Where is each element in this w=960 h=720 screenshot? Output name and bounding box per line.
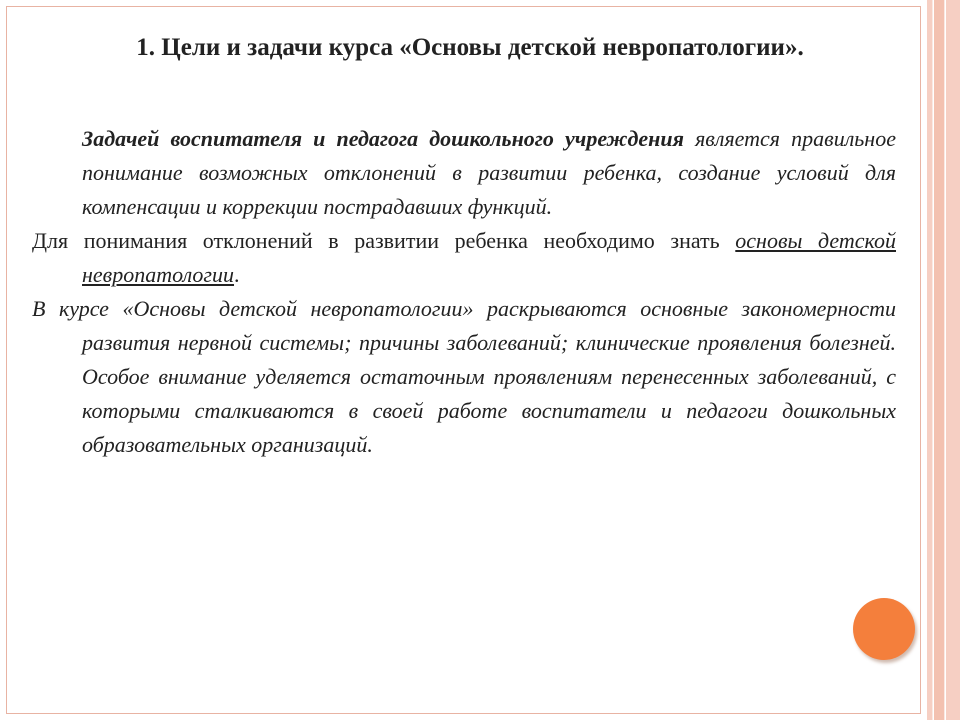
paragraph-understanding-text: Для понимания отклонений в развитии ребенка необходимо знать bbox=[32, 228, 736, 253]
paragraph-tasks-bold: Задачей воспитателя и педагога дошкольного учреждения bbox=[82, 126, 684, 151]
paragraph-tasks-rest: является правильное понимание возможных отклонений в развитии ребенка, создание условий для компенсации и коррекции пострадавших функций. bbox=[82, 126, 896, 219]
course-name-underlined: основы детской невропатологии bbox=[82, 228, 896, 287]
paragraph-understanding bbox=[32, 224, 896, 292]
decor-stripe-gap bbox=[932, 0, 933, 720]
paragraph-understanding-end: . bbox=[234, 262, 240, 287]
paragraph-tasks bbox=[32, 122, 896, 224]
paragraph-course-content: В курсе «Основы детской невропатологии» раскрываются основные закономерности развития нервной системы; причины заболеваний; клинические проявления болезней. Особое внимание уделяется остаточным проявлениям перенесенных заболеваний, с которыми сталкиваются в своей работе воспитатели и педагоги дошкольных образовательных организаций. bbox=[32, 296, 896, 457]
decor-stripe-gap bbox=[944, 0, 945, 720]
decor-stripe bbox=[946, 0, 960, 720]
slide-body bbox=[32, 122, 896, 462]
decor-stripe bbox=[934, 0, 944, 720]
orange-circle-decoration bbox=[853, 598, 915, 660]
slide-title: 1. Цели и задачи курса «Основы детской невропатологии». bbox=[136, 34, 804, 61]
